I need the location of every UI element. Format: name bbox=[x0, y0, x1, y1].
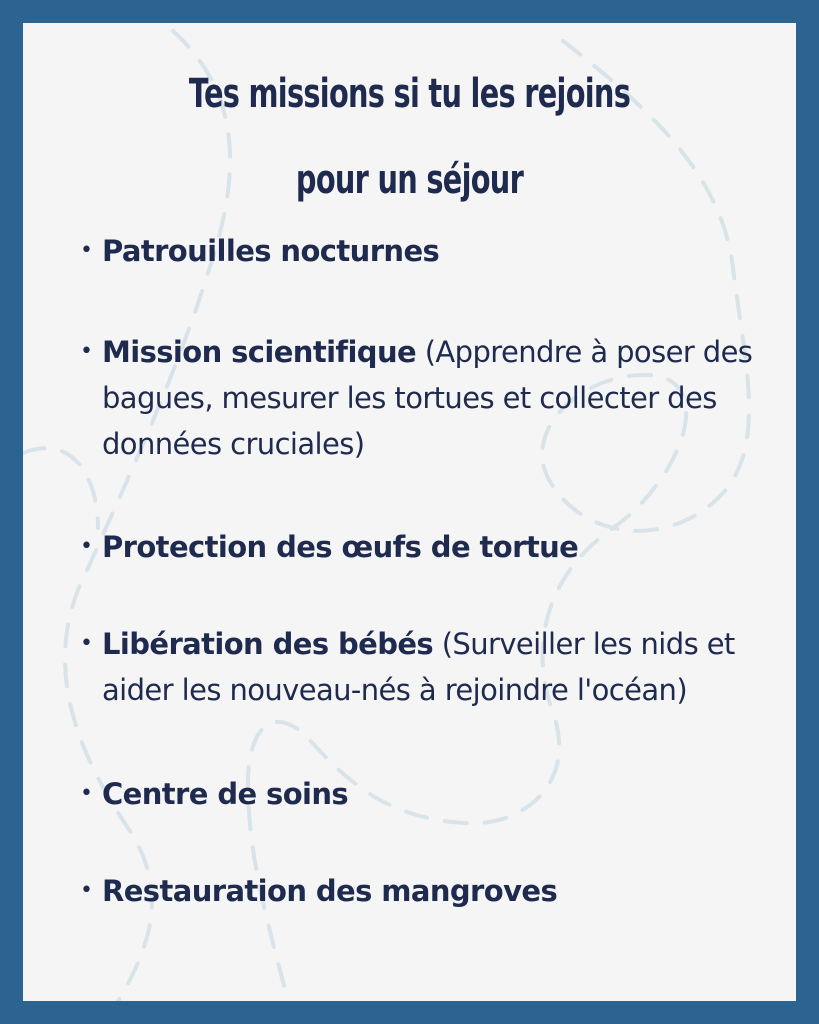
title-line-2: pour un séjour bbox=[295, 157, 524, 203]
list-item-text bbox=[102, 329, 770, 467]
title-line-1: Tes missions si tu les rejoins bbox=[188, 71, 631, 117]
bullet-icon: • bbox=[80, 781, 93, 806]
list-item-title: Libération des bébés bbox=[102, 627, 434, 661]
bullet-icon: • bbox=[80, 878, 93, 903]
list-item-protection-oeufs bbox=[80, 524, 770, 570]
content-card bbox=[23, 23, 796, 1001]
bullet-icon: • bbox=[80, 534, 93, 559]
list-item-centre-soins bbox=[80, 771, 770, 817]
list-item-text bbox=[102, 621, 770, 713]
list-item-title: Restauration des mangroves bbox=[102, 874, 558, 908]
mission-list bbox=[23, 23, 796, 1001]
list-item-mission-scientifique bbox=[80, 329, 770, 467]
list-item-title: Protection des œufs de tortue bbox=[102, 530, 579, 564]
bullet-icon: • bbox=[80, 631, 93, 656]
list-item-detail: (Apprendre à poser des bagues, mesurer les tortues et collecter des données cruciales) bbox=[102, 335, 753, 461]
list-item-text bbox=[102, 868, 770, 914]
list-item-detail: (Surveiller les nids et aider les nouveau-nés à rejoindre l'océan) bbox=[102, 627, 735, 707]
list-item-patrouilles bbox=[80, 228, 770, 274]
list-item-title: Patrouilles nocturnes bbox=[102, 234, 440, 268]
list-item-text bbox=[102, 771, 770, 817]
list-item-title: Mission scientifique bbox=[102, 335, 417, 369]
bullet-icon: • bbox=[80, 339, 93, 364]
list-item-restauration-mangroves bbox=[80, 868, 770, 914]
list-item-title: Centre de soins bbox=[102, 777, 349, 811]
bullet-icon: • bbox=[80, 238, 93, 263]
list-item-text bbox=[102, 524, 770, 570]
list-item-liberation-bebes bbox=[80, 621, 770, 713]
list-item-text bbox=[102, 228, 770, 274]
